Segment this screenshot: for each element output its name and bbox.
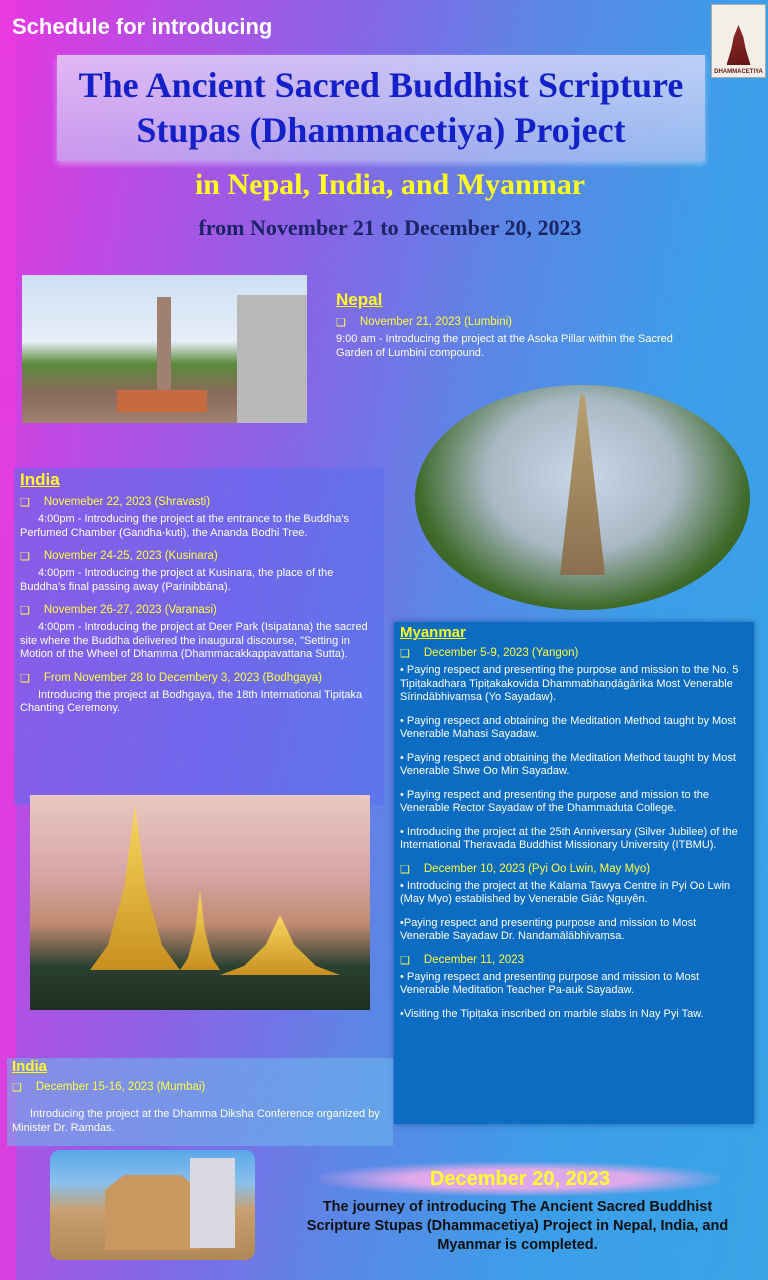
event-text: Introducing the project at the Dhamma Diksha Conference organized by Minister Dr. Ramdas. <box>12 1108 380 1134</box>
shwedagon-pagoda-photo <box>30 795 370 1010</box>
section-heading: Nepal <box>336 290 383 309</box>
gateway-of-india-photo <box>50 1150 255 1260</box>
date-range: from November 21 to December 20, 2023 <box>198 215 582 240</box>
event-date: Novemeber 22, 2023 (Shravasti) <box>43 496 211 508</box>
event-bullet: •Paying respect and presenting purpose and mission to Most Venerable Sayadaw Dr. Nandamālābhivaṃsa. <box>400 916 697 942</box>
event-date: From November 28 to Decembery 3, 2023 (Bodhgaya) <box>43 671 322 684</box>
event-bullet: • Paying respect and presenting the purpose and mission to the Venerable Rector Sayadaw of the Dhammaduta College. <box>400 788 709 814</box>
completion-date: December 20, 2023 <box>320 1162 720 1196</box>
completion-text: The journey of introducing The Ancient Sacred Buddhist Scripture Stupas (Dhammacetiya) Project in Nepal, India, and Myanmar is completed. <box>306 1199 729 1253</box>
event-date: November 21, 2023 (Lumbini) <box>359 316 513 328</box>
logo-text: DHAMMACETIYA <box>714 69 763 75</box>
event-bullet: •Visiting the Tipiṭaka inscribed on marble slabs in Nay Pyi Taw. <box>400 1007 704 1020</box>
event-date: December 11, 2023 <box>423 953 525 966</box>
checkbox-square-icon: ❑ <box>20 672 30 685</box>
event-text: 4:00pm - Introducing the project at Deer Park (Isipatana) the sacred site where the Buddha delivered the inaugural discourse, "Setting in Motion of the Wheel of Dhamma (Dhammacakkappavattana Sutta). <box>20 621 368 660</box>
event-text: Introducing the project at Bodhgaya, the 18th International Tipiṭaka Chanting Ceremony. <box>20 688 363 714</box>
title-line-1: The Ancient Sacred Buddhist Scripture <box>78 65 684 105</box>
event-bullet: • Paying respect and obtaining the Meditation Method taught by Most Venerable Shwe Oo Min Sayadaw. <box>400 751 736 777</box>
asoka-pillar-photo <box>22 275 307 423</box>
checkbox-square-icon: ❑ <box>336 317 346 329</box>
event-bullet: • Introducing the project at the Kalama Tawya Centre in Pyi Oo Lwin (May Myo) established by Venerable Giác Nguyên. <box>400 879 731 905</box>
checkbox-square-icon: ❑ <box>400 954 410 967</box>
india-section-1 <box>14 468 384 805</box>
event-bullet: • Introducing the project at the 25th Anniversary (Silver Jubilee) of the International Theravada Buddhist Missionary University (ITBMU). <box>400 825 738 851</box>
event-date: December 15-16, 2023 (Mumbai) <box>35 1081 206 1093</box>
section-heading: India <box>20 470 60 489</box>
checkbox-square-icon: ❑ <box>20 551 30 563</box>
event-text: 4:00pm - Introducing the project at Kusinara, the place of the Buddha’s final passing away (Parinibbāna). <box>20 567 334 593</box>
event-bullet: • Paying respect and presenting purpose and mission to Most Venerable Meditation Teacher Pa-auk Sayadaw. <box>400 970 700 996</box>
checkbox-square-icon: ❑ <box>12 1082 22 1094</box>
checkbox-square-icon: ❑ <box>400 648 410 660</box>
event-date: November 24-25, 2023 (Kusinara) <box>43 550 218 562</box>
dhammacetiya-logo <box>711 4 766 78</box>
mahabodhi-temple-photo <box>415 385 750 610</box>
event-text: 4:00pm - Introducing the project at the entrance to the Buddha’s Perfumed Chamber (Gandha-kuti), the Ananda Bodhi Tree. <box>20 513 350 539</box>
checkbox-square-icon: ❑ <box>400 863 410 876</box>
section-heading: India <box>12 1058 48 1075</box>
checkbox-square-icon: ❑ <box>20 497 30 509</box>
event-date: December 10, 2023 (Pyi Oo Lwin, May Myo) <box>423 862 651 875</box>
section-heading: Myanmar <box>400 624 466 641</box>
title-banner <box>57 55 705 161</box>
kicker-text: Schedule for introducing <box>12 14 273 39</box>
event-text: 9:00 am - Introducing the project at the Asoka Pillar within the Sacred Garden of Lumbini compound. <box>336 333 673 359</box>
event-date: November 26-27, 2023 (Varanasi) <box>43 604 217 616</box>
stupa-icon <box>727 25 751 65</box>
checkbox-square-icon: ❑ <box>20 605 30 617</box>
myanmar-section <box>394 622 754 1124</box>
event-date: December 5-9, 2023 (Yangon) <box>423 647 579 659</box>
event-bullet: • Paying respect and obtaining the Meditation Method taught by Most Venerable Mahasi Sayadaw. <box>400 714 736 740</box>
subtitle: in Nepal, India, and Myanmar <box>194 168 586 201</box>
event-bullet: • Paying respect and presenting the purpose and mission to the No. 5 Tipiṭakadhara Tipiṭakakovida Dhammabhaṇḍāgārika Most Venerable Sīrindābhivaṃsa (Yo Sayadaw). <box>400 664 739 703</box>
nepal-section <box>336 290 706 370</box>
india-section-2 <box>7 1058 393 1146</box>
title-line-2: Stupas (Dhammacetiya) Project <box>136 110 626 150</box>
